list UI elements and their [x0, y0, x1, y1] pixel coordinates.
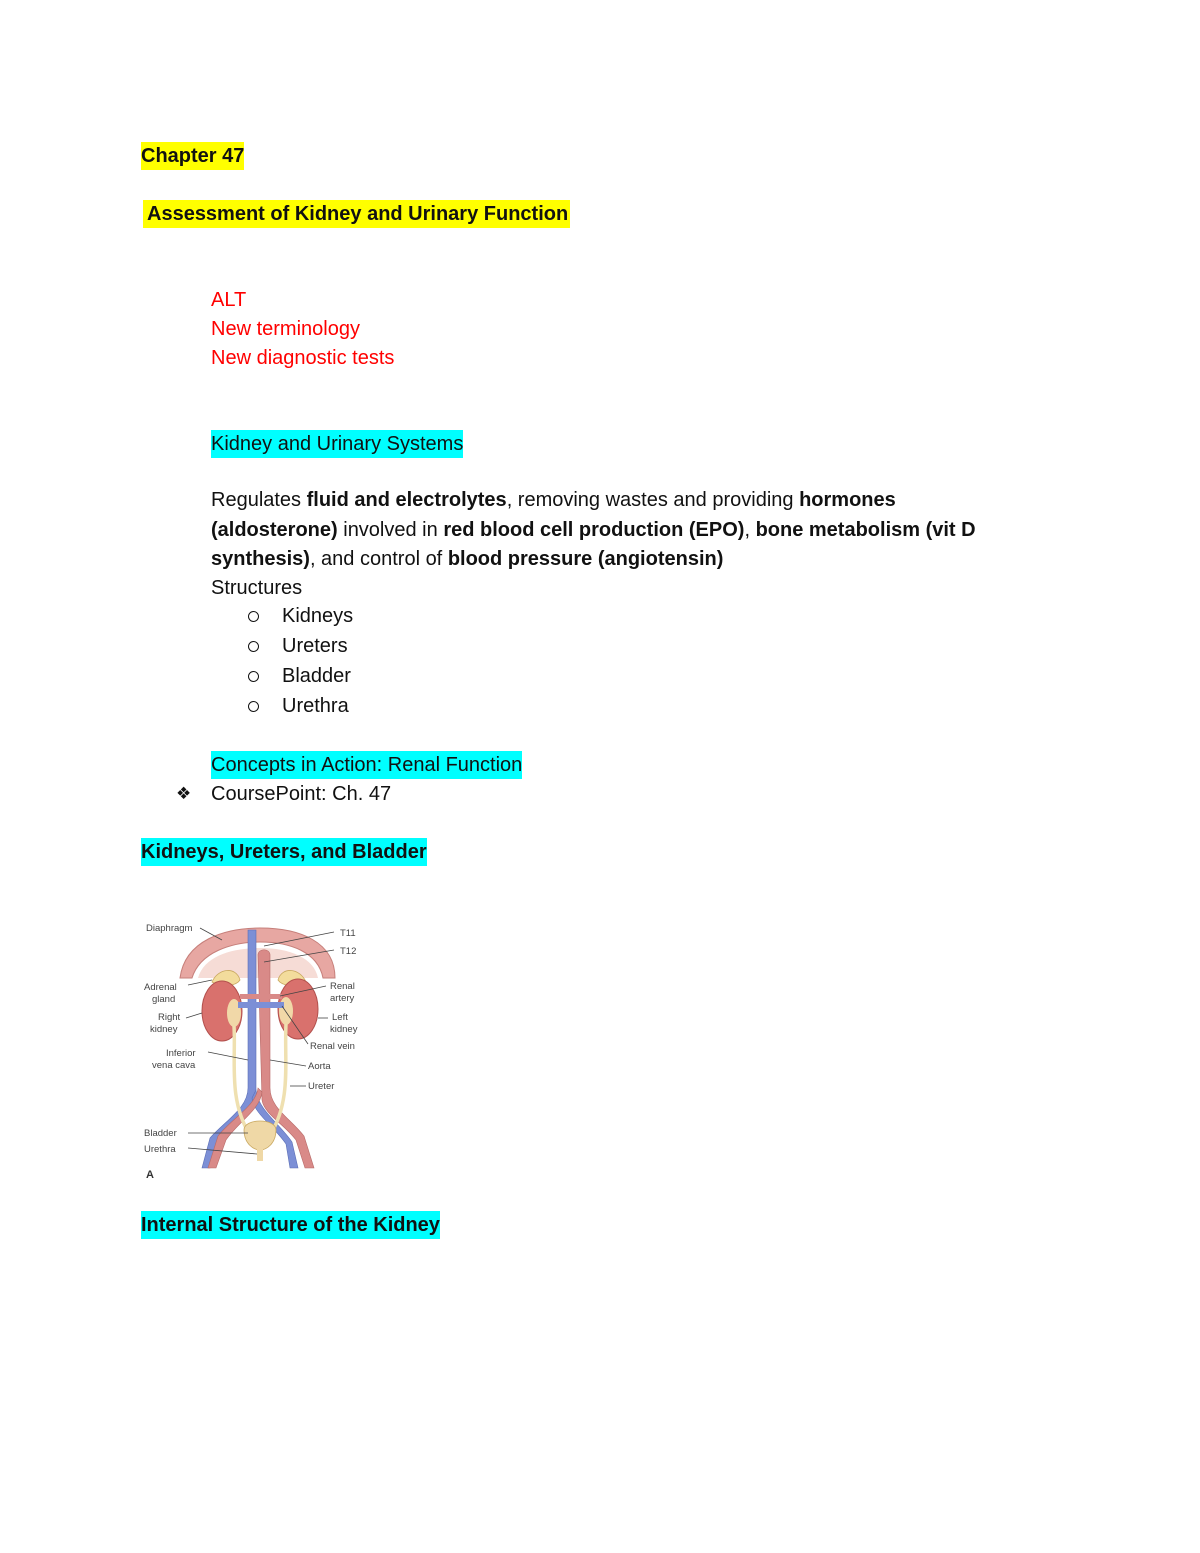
- para-text-1: Regulates: [211, 489, 307, 511]
- alt-note-3: New diagnostic tests: [211, 347, 395, 369]
- leader-line: [208, 1052, 248, 1060]
- alt-note-2: New terminology: [211, 318, 360, 340]
- chapter-heading: Chapter 47: [141, 142, 244, 170]
- figure-panel-letter: A: [146, 1169, 154, 1181]
- para-bold-hormones: hormones (aldosterone): [211, 489, 896, 541]
- label-renal: Renal: [330, 981, 355, 992]
- label-left: Left: [332, 1012, 348, 1023]
- concepts-in-action-heading: Concepts in Action: Renal Function: [211, 751, 522, 779]
- list-item: Ureters: [282, 635, 348, 657]
- para-text-4: ,: [744, 518, 756, 541]
- para-bold-fluid: fluid and electrolytes: [306, 489, 507, 511]
- coursepoint-item: CoursePoint: Ch. 47: [211, 783, 392, 805]
- urethra-shape: [257, 1149, 263, 1161]
- alt-note-1: ALT: [211, 289, 247, 311]
- label-adrenal: Adrenal: [144, 982, 177, 993]
- label-t12: T12: [340, 946, 357, 957]
- label-kidney-right: kidney: [150, 1024, 178, 1035]
- section-heading-kidneys-ureters-bladder: Kidneys, Ureters, and Bladder: [141, 838, 427, 866]
- label-gland: gland: [152, 994, 176, 1005]
- renal-artery-shape: [240, 994, 282, 999]
- list-item: Bladder: [282, 665, 351, 687]
- section-heading-internal-structure: Internal Structure of the Kidney: [141, 1211, 440, 1239]
- list-bullet: [248, 701, 259, 712]
- diamond-bullet-icon: ❖: [176, 784, 192, 803]
- para-bold-bone: bone metabolism (vit D synthesis): [211, 518, 976, 570]
- left-renal-pelvis: [279, 997, 293, 1025]
- label-t11: T11: [340, 928, 356, 939]
- list-item: Kidneys: [282, 605, 354, 627]
- label-ureter: Ureter: [308, 1081, 335, 1092]
- regulates-paragraph: [211, 486, 1011, 575]
- label-bladder: Bladder: [144, 1128, 177, 1139]
- list-bullet: [248, 671, 259, 682]
- para-bold-bp: blood pressure (angiotensin): [447, 548, 724, 570]
- list-item: Urethra: [282, 695, 349, 717]
- para-bold-rbc: red blood cell production (EPO): [443, 518, 745, 541]
- bladder-shape: [244, 1121, 276, 1150]
- label-renal-vein: Renal vein: [310, 1041, 355, 1052]
- label-urethra: Urethra: [144, 1144, 176, 1155]
- leader-line: [186, 1013, 202, 1018]
- label-aorta: Aorta: [308, 1061, 331, 1072]
- list-bullet: [248, 641, 259, 652]
- label-kidney-left: kidney: [330, 1024, 358, 1035]
- para-text-3: involved in: [337, 518, 444, 541]
- label-right: Right: [158, 1012, 181, 1023]
- urinary-anatomy-figure: [140, 910, 380, 1185]
- renal-vein-shape: [238, 1002, 284, 1008]
- label-artery: artery: [330, 993, 355, 1004]
- label-inferior: Inferior: [166, 1048, 196, 1059]
- para-text-2: , removing wastes and providing: [506, 489, 800, 511]
- leader-line: [270, 1060, 306, 1066]
- document-title: Assessment of Kidney and Urinary Function: [143, 200, 570, 228]
- section-heading-kidney-urinary-systems: Kidney and Urinary Systems: [211, 430, 463, 458]
- label-diaphragm: Diaphragm: [146, 923, 193, 934]
- structures-label: Structures: [211, 577, 303, 599]
- label-vena-cava: vena cava: [152, 1060, 196, 1071]
- leader-line: [188, 980, 212, 985]
- list-bullet: [248, 611, 259, 622]
- para-text-5: , and control of: [309, 548, 448, 570]
